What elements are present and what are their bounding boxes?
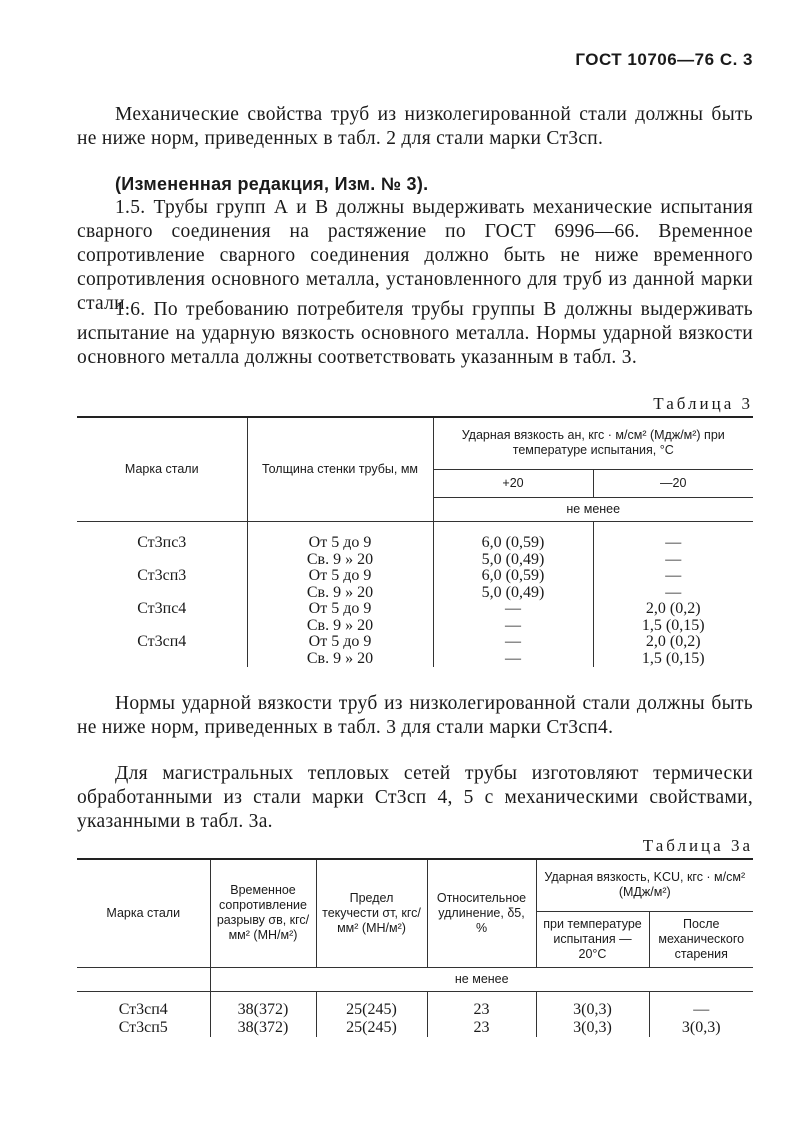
paragraph-1: Механические свойства труб из низколегированной стали должны быть не ниже норм, приведенных в табл. 2 для стали марки Ст3сп. (77, 104, 753, 149)
t3-grade: Ст3сп3 (137, 567, 187, 584)
table-3 (77, 416, 753, 667)
t3-value-minus20: — (665, 567, 682, 584)
t3-value-minus20: — (665, 534, 682, 551)
t3-grade: Ст3пс3 (137, 534, 187, 551)
t3-thickness: От 5 до 9 (308, 600, 372, 617)
t3a-header-impact: Ударная вязкость, KCU, кгс · м/см² (МДж/м²) (536, 859, 753, 911)
t3-header-plus20: +20 (433, 469, 593, 497)
t3-not-less: не менее (433, 497, 753, 521)
t3-value-plus20: — (505, 633, 521, 650)
t3a-row (77, 1019, 753, 1037)
t3a-header-tensile: Временное сопротивление разрыву σв, кгс/мм² (МН/м²) (210, 859, 316, 967)
t3-row (77, 535, 753, 568)
t3a-header-impact-aging: После механического старения (649, 911, 753, 967)
t3a-impact-test: 3(0,3) (536, 1019, 649, 1037)
t3a-elong: 23 (427, 1001, 536, 1019)
t3a-impact-aging: — (649, 1001, 753, 1019)
t3-row (77, 601, 753, 634)
table3-caption: Таблица 3 (653, 394, 753, 413)
t3-value-plus20: 5,0 (0,49) (481, 583, 545, 601)
t3-value-plus20: — (505, 616, 521, 634)
paragraph-1-5: 1.5. Трубы групп А и В должны выдерживать механические испытания сварного соединения на растяжение по ГОСТ 6996—66. Временное сопротивление сварного соединения должно быть не ниже временного сопротивления основного металла, установленного для труб из данной марки стали. (77, 197, 753, 314)
t3-thickness: Св. 9 » 20 (306, 550, 374, 568)
t3-thickness: Св. 9 » 20 (306, 616, 374, 634)
t3-value-minus20: 2,0 (0,2) (645, 633, 701, 650)
t3a-yield: 25(245) (316, 1001, 427, 1019)
t3-value-minus20: — (665, 550, 682, 568)
t3a-tensile: 38(372) (210, 1019, 316, 1037)
table-3a (77, 858, 753, 1037)
t3a-header-elong: Относительное удлинение, δ5, % (427, 859, 536, 967)
t3-value-plus20: 6,0 (0,59) (481, 567, 545, 584)
t3-thickness: Св. 9 » 20 (306, 649, 374, 667)
t3-value-plus20: — (505, 600, 521, 617)
t3-row (77, 634, 753, 667)
t3a-tensile: 38(372) (210, 1001, 316, 1019)
t3-row (77, 568, 753, 601)
paragraph-1-6: 1.6. По требованию потребителя трубы группы В должны выдерживать испытание на ударную вязкость основного металла. Нормы ударной вязкости основного металла должны соответствовать указанным в табл. 3. (77, 299, 753, 368)
t3-grade: Ст3пс4 (137, 600, 187, 617)
paragraph-5: Нормы ударной вязкости труб из низколегированной стали должны быть не ниже норм, приведенных в табл. 3 для стали марки Ст3сп4. (77, 693, 753, 738)
t3-grade: Ст3сп4 (137, 633, 187, 650)
t3a-elong: 23 (427, 1019, 536, 1037)
t3a-yield: 25(245) (316, 1019, 427, 1037)
t3-value-plus20: 6,0 (0,59) (481, 534, 545, 551)
t3a-impact-aging: 3(0,3) (649, 1019, 753, 1037)
t3a-impact-test: 3(0,3) (536, 1001, 649, 1019)
t3-header-impact: Ударная вязкость aн, кгс · м/см² (Мдж/м²) при температуре испытания, °С (433, 417, 753, 469)
t3-thickness: Св. 9 » 20 (306, 583, 374, 601)
t3-value-minus20: — (665, 583, 682, 601)
t3a-grade: Ст3сп5 (118, 1019, 168, 1036)
paragraph-6: Для магистральных тепловых сетей трубы изготовляют термически обработанными из стали марки Ст3сп 4, 5 с механическими свойствами, указанными в табл. 3а. (77, 763, 753, 832)
t3a-header-impact-test: при температуре испытания —20°С (536, 911, 649, 967)
table3a-caption: Таблица 3а (642, 836, 753, 855)
t3-value-minus20: 1,5 (0,15) (641, 649, 705, 667)
t3-value-minus20: 2,0 (0,2) (645, 600, 701, 617)
t3a-not-less: не менее (210, 967, 753, 991)
t3-value-minus20: 1,5 (0,15) (641, 616, 705, 634)
t3a-header-grade: Марка стали (77, 859, 210, 967)
t3-value-plus20: — (505, 649, 521, 667)
t3-header-thickness: Толщина стенки трубы, мм (247, 417, 433, 521)
t3a-grade: Ст3сп4 (118, 1001, 168, 1018)
t3-thickness: От 5 до 9 (308, 534, 372, 551)
t3-header-grade: Марка стали (77, 417, 247, 521)
t3a-row (77, 1001, 753, 1019)
t3a-header-yield: Предел текучести σт, кгс/мм² (МН/м²) (316, 859, 427, 967)
t3-value-plus20: 5,0 (0,49) (481, 550, 545, 568)
paragraph-amendment: (Измененная редакция, Изм. № 3). (115, 174, 429, 194)
t3-thickness: От 5 до 9 (308, 567, 372, 584)
page-header: ГОСТ 10706—76 С. 3 (575, 50, 753, 69)
t3-thickness: От 5 до 9 (308, 633, 372, 650)
t3-header-minus20: —20 (593, 469, 753, 497)
